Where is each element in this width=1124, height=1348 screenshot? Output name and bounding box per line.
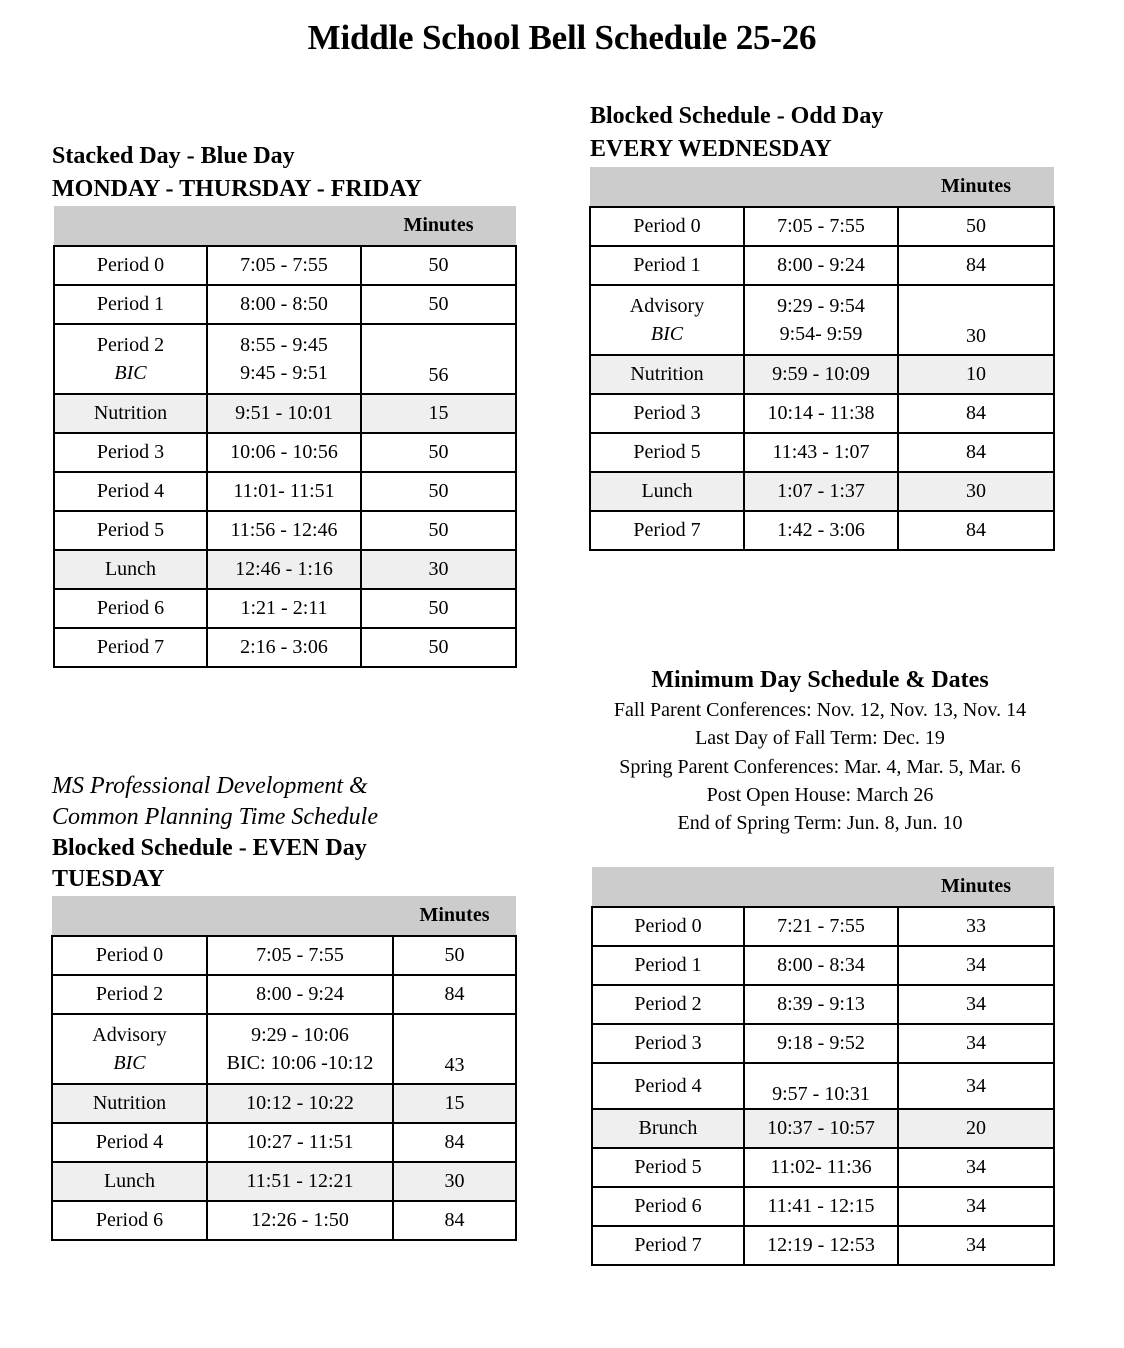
- time-range-cell: [744, 511, 898, 550]
- even-heading-pd: MS Professional Development &: [52, 773, 368, 799]
- period-name-cell: [590, 433, 744, 472]
- period-name-cell: [54, 472, 207, 511]
- even-heading: [52, 771, 378, 895]
- minutes-cell: 15: [393, 1084, 516, 1123]
- minutes-cell: 34: [898, 1063, 1054, 1109]
- period-name: Period 4: [95, 1131, 164, 1153]
- period-name: Period 7: [96, 636, 165, 658]
- time-range: 9:57 - 10:31: [772, 1083, 870, 1105]
- time-range-cell: [207, 324, 361, 394]
- minutes-cell: 30: [393, 1162, 516, 1201]
- table-row: [592, 1063, 1054, 1109]
- time-range-cell: [207, 1084, 393, 1123]
- period-name-cell: [54, 589, 207, 628]
- even-heading-title: Blocked Schedule - EVEN Day: [52, 835, 367, 861]
- period-name: Lunch: [103, 1170, 156, 1192]
- time-range: 7:05 - 7:55: [777, 215, 865, 237]
- minutes-cell: 84: [898, 433, 1054, 472]
- minutes-cell: 50: [898, 207, 1054, 246]
- time-range-cell: [207, 1123, 393, 1162]
- time-range: 9:51 - 10:01: [235, 402, 333, 424]
- minutes-cell: 56: [361, 324, 516, 394]
- date-line: Post Open House: March 26: [706, 783, 934, 806]
- time-range-cell: [744, 433, 898, 472]
- odd-heading-days: EVERY WEDNESDAY: [590, 136, 832, 162]
- table-row: [54, 628, 516, 667]
- time-range-cell: [744, 1187, 898, 1226]
- time-range-cell: [207, 511, 361, 550]
- period-name: Period 2: [95, 983, 164, 1005]
- table-row: [52, 1123, 516, 1162]
- period-name: Period 7: [634, 1234, 702, 1256]
- minutes-cell: 84: [898, 511, 1054, 550]
- period-name: Period 4: [96, 480, 165, 502]
- time-range-cell: [744, 1226, 898, 1265]
- time-range: 9:29 - 9:54: [777, 295, 865, 317]
- time-range: 8:39 - 9:13: [777, 993, 865, 1015]
- period-name: Period 5: [96, 519, 165, 541]
- time-range: 10:37 - 10:57: [767, 1117, 875, 1139]
- time-range-sub: 9:54- 9:59: [779, 323, 863, 345]
- time-range: 7:05 - 7:55: [256, 944, 344, 966]
- date-line: Last Day of Fall Term: Dec. 19: [695, 727, 945, 750]
- even-heading-days: TUESDAY: [52, 866, 165, 892]
- period-name-cell: [592, 985, 744, 1024]
- time-range-sub: BIC: 10:06 -10:12: [226, 1052, 374, 1074]
- period-name-cell: [592, 1226, 744, 1265]
- period-sub-name: BIC: [113, 1052, 146, 1074]
- minutes-column-header: Minutes: [393, 896, 516, 936]
- period-name-cell: [592, 1024, 744, 1063]
- time-range-cell: [744, 985, 898, 1024]
- period-name: Period 3: [634, 1032, 702, 1054]
- table-row: [592, 1148, 1054, 1187]
- period-name: Period 3: [96, 441, 165, 463]
- period-name-cell: [592, 1187, 744, 1226]
- period-name: Period 0: [634, 915, 702, 937]
- period-name: Nutrition: [630, 363, 704, 385]
- period-name: Period 0: [95, 944, 164, 966]
- period-name: Period 5: [634, 1156, 702, 1178]
- time-range: 8:00 - 8:50: [240, 293, 328, 315]
- time-range-cell: [744, 246, 898, 285]
- period-name-cell: [590, 355, 744, 394]
- period-name-cell: [52, 975, 207, 1014]
- table-row: [590, 246, 1054, 285]
- table-row: [52, 975, 516, 1014]
- minutes-cell: 84: [393, 975, 516, 1014]
- period-name: Period 1: [633, 254, 701, 276]
- minutes-cell: 34: [898, 1148, 1054, 1187]
- minutes-cell: 30: [898, 285, 1054, 355]
- time-range-cell: [207, 1201, 393, 1240]
- time-range: 8:55 - 9:45: [240, 334, 328, 356]
- time-range: 1:21 - 2:11: [240, 597, 328, 619]
- period-name: Advisory: [629, 295, 705, 317]
- period-name: Period 7: [633, 519, 701, 541]
- period-name-cell: [52, 1201, 207, 1240]
- minutes-cell: 84: [898, 246, 1054, 285]
- time-range-cell: [207, 628, 361, 667]
- period-name: Period 0: [633, 215, 701, 237]
- minutes-cell: 43: [393, 1014, 516, 1084]
- time-range: 11:56 - 12:46: [230, 519, 338, 541]
- time-range: 10:14 - 11:38: [767, 402, 875, 424]
- period-name: Brunch: [638, 1117, 698, 1139]
- period-name-cell: [54, 246, 207, 285]
- minutes-cell: 15: [361, 394, 516, 433]
- time-range: 1:42 - 3:06: [777, 519, 865, 541]
- period-name-cell: [590, 285, 744, 355]
- time-range: 8:00 - 9:24: [777, 254, 865, 276]
- minutes-cell: 34: [898, 1024, 1054, 1063]
- time-range-cell: [744, 946, 898, 985]
- period-name: Period 6: [95, 1209, 164, 1231]
- minutes-cell: 30: [361, 550, 516, 589]
- time-range: 8:00 - 9:24: [256, 983, 344, 1005]
- odd-heading: [590, 100, 883, 166]
- stacked-heading: [52, 140, 422, 206]
- period-name: Period 6: [634, 1195, 702, 1217]
- minimum-day-dates: [590, 664, 1050, 837]
- minutes-cell: 50: [361, 433, 516, 472]
- time-range: 10:12 - 10:22: [246, 1092, 354, 1114]
- minutes-column-header: Minutes: [898, 867, 1054, 907]
- minutes-column-header: Minutes: [898, 167, 1054, 207]
- time-range-cell: [744, 1063, 898, 1109]
- period-name-cell: [592, 946, 744, 985]
- even-schedule-table: [51, 896, 517, 1241]
- minutes-cell: 30: [898, 472, 1054, 511]
- minutes-cell: 50: [361, 285, 516, 324]
- time-range-cell: [207, 285, 361, 324]
- table-header-row: [52, 896, 516, 936]
- period-name-cell: [54, 324, 207, 394]
- blank-column-header: [207, 206, 361, 246]
- table-row: [52, 1014, 516, 1084]
- period-name: Advisory: [92, 1024, 167, 1046]
- period-name-cell: [592, 1148, 744, 1187]
- minutes-cell: 33: [898, 907, 1054, 946]
- minutes-cell: 34: [898, 1187, 1054, 1226]
- time-range-cell: [207, 589, 361, 628]
- blank-column-header: [54, 206, 207, 246]
- time-range-cell: [744, 1148, 898, 1187]
- blank-column-header: [592, 867, 744, 907]
- table-row: [590, 511, 1054, 550]
- time-range-cell: [207, 550, 361, 589]
- minutes-cell: 20: [898, 1109, 1054, 1148]
- table-row: [54, 324, 516, 394]
- time-range: 12:19 - 12:53: [767, 1234, 875, 1256]
- table-row: [590, 472, 1054, 511]
- minutes-cell: 84: [393, 1123, 516, 1162]
- table-row: [590, 433, 1054, 472]
- table-row: [590, 207, 1054, 246]
- page-title: Middle School Bell Schedule 25-26: [307, 18, 817, 57]
- table-row: [54, 246, 516, 285]
- period-name-cell: [54, 394, 207, 433]
- minutes-cell: 50: [361, 472, 516, 511]
- blank-column-header: [744, 167, 898, 207]
- period-name-cell: [590, 207, 744, 246]
- period-name-cell: [54, 628, 207, 667]
- table-row: [592, 1226, 1054, 1265]
- table-row: [54, 394, 516, 433]
- period-name-cell: [590, 394, 744, 433]
- minutes-cell: 84: [898, 394, 1054, 433]
- minutes-cell: 34: [898, 985, 1054, 1024]
- time-range-cell: [744, 907, 898, 946]
- time-range-cell: [744, 1109, 898, 1148]
- table-row: [590, 394, 1054, 433]
- period-name: Period 3: [633, 402, 701, 424]
- time-range: 11:02- 11:36: [770, 1156, 872, 1178]
- blank-column-header: [744, 867, 898, 907]
- time-range-cell: [744, 1024, 898, 1063]
- period-name-cell: [52, 1123, 207, 1162]
- period-name-cell: [52, 936, 207, 975]
- period-name-cell: [590, 511, 744, 550]
- period-name-cell: [54, 550, 207, 589]
- period-name: Nutrition: [93, 402, 168, 424]
- minutes-cell: 84: [393, 1201, 516, 1240]
- table-header-row: [54, 206, 516, 246]
- table-row: [52, 1162, 516, 1201]
- time-range: 1:07 - 1:37: [777, 480, 865, 502]
- table-header-row: [592, 867, 1054, 907]
- period-name-cell: [52, 1014, 207, 1084]
- table-row: [54, 511, 516, 550]
- time-range-cell: [207, 433, 361, 472]
- time-range: 9:29 - 10:06: [251, 1024, 349, 1046]
- time-range-cell: [207, 975, 393, 1014]
- period-name-cell: [592, 907, 744, 946]
- time-range: 11:51 - 12:21: [246, 1170, 354, 1192]
- table-row: [592, 907, 1054, 946]
- time-range-cell: [744, 355, 898, 394]
- time-range: 7:21 - 7:55: [777, 915, 865, 937]
- time-range: 9:18 - 9:52: [777, 1032, 865, 1054]
- time-range: 10:27 - 11:51: [246, 1131, 354, 1153]
- period-name: Period 2: [634, 993, 702, 1015]
- date-line: Fall Parent Conferences: Nov. 12, Nov. 13, Nov. 14: [613, 699, 1027, 721]
- period-name-cell: [592, 1063, 744, 1109]
- minutes-cell: 34: [898, 1226, 1054, 1265]
- table-row: [54, 589, 516, 628]
- time-range: 10:06 - 10:56: [230, 441, 338, 463]
- table-row: [54, 433, 516, 472]
- stacked-heading-title: Stacked Day - Blue Day: [52, 143, 295, 169]
- minutes-cell: 50: [361, 511, 516, 550]
- odd-heading-title: Blocked Schedule - Odd Day: [590, 103, 884, 129]
- table-row: [54, 472, 516, 511]
- minutes-cell: 34: [898, 946, 1054, 985]
- time-range: 12:46 - 1:16: [235, 558, 333, 580]
- time-range-cell: [207, 472, 361, 511]
- table-row: [54, 285, 516, 324]
- time-range-cell: [207, 936, 393, 975]
- time-range-cell: [744, 285, 898, 355]
- table-row: [590, 355, 1054, 394]
- period-name: Nutrition: [92, 1092, 167, 1114]
- odd-schedule-table: [589, 167, 1055, 551]
- table-row: [592, 985, 1054, 1024]
- table-row: [52, 1201, 516, 1240]
- time-range: 9:59 - 10:09: [772, 363, 870, 385]
- time-range: 12:26 - 1:50: [251, 1209, 349, 1231]
- period-sub-name: BIC: [114, 362, 147, 384]
- time-range-cell: [207, 394, 361, 433]
- table-row: [592, 946, 1054, 985]
- date-line: End of Spring Term: Jun. 8, Jun. 10: [677, 812, 963, 835]
- time-range: 11:01- 11:51: [233, 480, 335, 502]
- time-range-cell: [744, 394, 898, 433]
- minutes-cell: 50: [361, 246, 516, 285]
- table-row: [592, 1024, 1054, 1063]
- period-name-cell: [54, 511, 207, 550]
- period-name-cell: [592, 1109, 744, 1148]
- period-name-cell: [54, 285, 207, 324]
- stacked-schedule-table: [53, 206, 517, 668]
- minutes-cell: 50: [361, 589, 516, 628]
- time-range-cell: [207, 1014, 393, 1084]
- date-line: Spring Parent Conferences: Mar. 4, Mar. 5, Mar. 6: [619, 755, 1021, 778]
- minimum-heading: Minimum Day Schedule & Dates: [651, 667, 989, 693]
- time-range: 11:43 - 1:07: [772, 441, 870, 463]
- period-name: Lunch: [104, 558, 157, 580]
- even-heading-cpt: Common Planning Time Schedule: [52, 804, 378, 830]
- blank-column-header: [590, 167, 744, 207]
- minutes-column-header: Minutes: [361, 206, 516, 246]
- time-range: 8:00 - 8:34: [777, 954, 865, 976]
- minimum-schedule-table: [591, 867, 1055, 1266]
- table-row: [592, 1109, 1054, 1148]
- period-name: Period 1: [634, 954, 702, 976]
- blank-column-header: [207, 896, 393, 936]
- period-sub-name: BIC: [650, 323, 684, 345]
- time-range: 2:16 - 3:06: [240, 636, 328, 658]
- period-name: Lunch: [641, 480, 693, 502]
- table-row: [52, 936, 516, 975]
- period-name: Period 2: [96, 334, 165, 356]
- period-name-cell: [54, 433, 207, 472]
- time-range: 11:41 - 12:15: [767, 1195, 875, 1217]
- time-range: 7:05 - 7:55: [240, 254, 328, 276]
- table-row: [592, 1187, 1054, 1226]
- time-range-cell: [207, 1162, 393, 1201]
- stacked-heading-days: MONDAY - THURSDAY - FRIDAY: [52, 176, 422, 202]
- period-name: Period 5: [633, 441, 701, 463]
- period-name-cell: [590, 472, 744, 511]
- period-name: Period 1: [96, 293, 165, 315]
- period-name: Period 4: [634, 1074, 702, 1097]
- table-row: [52, 1084, 516, 1123]
- time-range-cell: [744, 207, 898, 246]
- minutes-cell: 50: [393, 936, 516, 975]
- table-row: [54, 550, 516, 589]
- period-name: Period 6: [96, 597, 165, 619]
- time-range-cell: [207, 246, 361, 285]
- period-name: Period 0: [96, 254, 165, 276]
- minutes-cell: 50: [361, 628, 516, 667]
- time-range-sub: 9:45 - 9:51: [240, 362, 328, 384]
- time-range-cell: [744, 472, 898, 511]
- table-header-row: [590, 167, 1054, 207]
- blank-column-header: [52, 896, 207, 936]
- table-row: [590, 285, 1054, 355]
- period-name-cell: [52, 1162, 207, 1201]
- minutes-cell: 10: [898, 355, 1054, 394]
- period-name-cell: [590, 246, 744, 285]
- period-name-cell: [52, 1084, 207, 1123]
